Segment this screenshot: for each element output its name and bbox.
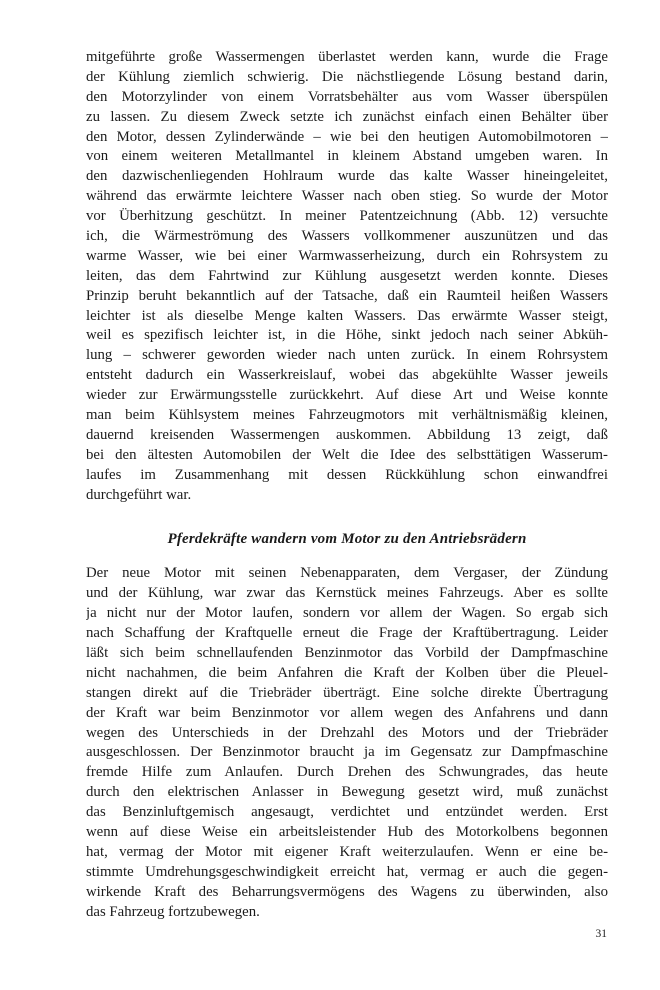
section-heading: Pferdekräfte wandern vom Motor zu den Antriebsrädern — [167, 531, 527, 548]
text-line: bei den ältesten Automobilen der Welt die Idee des selbsttätigen Wasserum- — [86, 446, 608, 463]
text-line: entsteht dadurch ein Wasserkreislauf, wobei das abgekühlte Wasser jeweils — [86, 367, 608, 384]
text-line: zu lassen. Zu diesem Zweck setzte ich zunächst einfach einen Behälter über — [86, 108, 608, 125]
text-line: weil es spezifisch leichter ist, in die Höhe, sinkt jedoch nach seiner Abküh- — [86, 327, 608, 344]
text-line: stangen direkt auf die Triebräder überträgt. Eine solche direkte Übertragung — [86, 684, 608, 701]
text-line: lung – schwerer geworden wieder nach unten zurück. In einem Rohrsystem — [86, 347, 608, 364]
text-line: der Kraft war beim Benzinmotor vor allem wegen des Anfahrens und dann — [86, 704, 608, 721]
text-line: durch den elektrischen Anlasser in Bewegung gesetzt wird, muß zunächst — [86, 784, 608, 801]
text-line: hat, vermag der Motor mit eigener Kraft weiterzulaufen. Wenn er eine be- — [86, 843, 608, 860]
text-line: wirkende Kraft des Beharrungsvermögens des Wagens zu überwinden, also — [86, 883, 608, 900]
text-line: ja nicht nur der Motor laufen, sondern vor allem der Wagen. So ergab sich — [86, 605, 608, 622]
text-line: den dazwischenliegenden Hohlraum wurde das kalte Wasser hineingeleitet, — [86, 168, 608, 185]
text-line: das Benzinluftgemisch angesaugt, verdichtet und entzündet werden. Erst — [86, 804, 608, 821]
text-line: wegen des Unterschieds in der Drehzahl des Motors und der Triebräder — [86, 724, 608, 741]
text-line: den Motor, dessen Zylinderwände – wie bei den heutigen Automobilmotoren – — [86, 128, 608, 145]
text-line: der Kühlung ziemlich schwierig. Die nächstliegende Lösung bestand darin, — [86, 68, 608, 85]
text-line: leiten, das dem Fahrtwind zur Kühlung ausgesetzt werden konnte. Dieses — [86, 267, 608, 284]
text-line: Der neue Motor mit seinen Nebenapparaten, dem Vergaser, der Zündung — [86, 565, 608, 582]
text-line: vor Überhitzung geschützt. In meiner Patentzeichnung (Abb. 12) versuchte — [86, 208, 608, 225]
text-line: von einem weiteren Metallmantel in kleinem Abstand umgeben waren. In — [86, 148, 608, 165]
paragraph-power-transmission — [86, 564, 608, 922]
text-block — [86, 48, 608, 922]
page-number: 31 — [595, 928, 607, 940]
text-line: leichter ist als dieselbe Menge kalten Wassers. Das erwärmte Wasser steigt, — [86, 307, 608, 324]
text-line: den Motorzylinder von einem Vorratsbehälter aus vom Wasser überspülen — [86, 88, 608, 105]
text-line: das Fahrzeug fortzubewegen. — [86, 903, 260, 920]
text-line: wenn auf diese Weise ein arbeitsleistender Hub des Motorkolbens begonnen — [86, 823, 608, 840]
text-line: durchgeführt war. — [86, 486, 192, 503]
text-line: und der Kühlung, war zwar das Kernstück meines Fahrzeugs. Aber es sollte — [86, 585, 608, 602]
text-line: ich, die Wärmeströmung des Wassers vollkommener auszunützen und das — [86, 228, 608, 245]
text-line: laufes im Zusammenhang mit dessen Rückkühlung schon einwandfrei — [86, 466, 608, 483]
text-line: Prinzip beruht bekanntlich auf der Tatsache, daß ein Raumteil heißen Wassers — [86, 287, 608, 304]
text-line: dauernd kreisenden Wassermengen auskommen. Abbildung 13 zeigt, daß — [86, 426, 608, 443]
text-line: ausgeschlossen. Der Benzinmotor braucht ja im Gegensatz zur Dampfmaschine — [86, 744, 608, 761]
text-line: nach Schaffung der Kraftquelle erneut die Frage der Kraftübertragung. Leider — [86, 625, 608, 642]
paragraph-cooling-system — [86, 48, 608, 505]
text-line: warme Wasser, wie bei einer Warmwasserheizung, durch ein Rohrsystem zu — [86, 247, 608, 264]
text-line: mitgeführte große Wassermengen überlastet werden kann, wurde die Frage — [86, 49, 608, 65]
text-line: nicht nachahmen, die beim Anfahren die Kraft der Kolben über die Pleuel- — [86, 664, 608, 681]
text-line: stimmte Umdrehungsgeschwindigkeit erreicht hat, vermag er auch die gegen- — [86, 863, 608, 880]
text-line: wieder zur Erwärmungsstelle zurückkehrt. Auf diese Art und Weise konnte — [86, 387, 608, 404]
text-line: fremde Hilfe zum Anlaufen. Durch Drehen des Schwungrades, das heute — [86, 764, 608, 781]
text-line: läßt sich beim schnellaufenden Benzinmotor das Vorbild der Dampfmaschine — [86, 644, 608, 661]
text-line: während das erwärmte leichtere Wasser nach oben stieg. So wurde der Motor — [86, 188, 608, 205]
text-line: man beim Kühlsystem meines Fahrzeugmotors mit verhältnismäßig kleinen, — [86, 407, 608, 424]
